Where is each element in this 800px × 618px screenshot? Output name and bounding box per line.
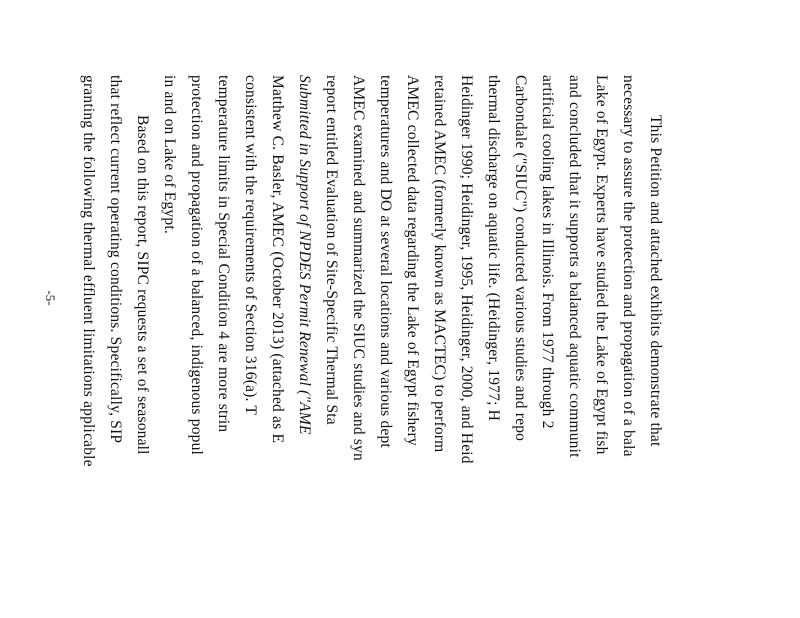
text-line-1: This Petition and attached exhibits demonstrate that: [647, 115, 664, 447]
text-line-9: retained AMEC (formerly known as MACTEC) to perform: [431, 75, 448, 453]
text-line-17: temperature limits in Special Condition 4 are more strin: [215, 75, 232, 433]
page-number: -5-: [43, 290, 58, 306]
text-line-15: Matthew C. Basler, AMEC (October 2013) (attached as E: [269, 75, 286, 444]
text-line-3: Lake of Egypt. Experts have studied the Lake of Egypt fish: [593, 75, 610, 455]
rotated-text-block: [70, 75, 670, 555]
text-line-16: consistent with the requirements of Section 316(a). T: [242, 75, 259, 416]
text-line-10: AMEC collected data regarding the Lake of Egypt fishery: [404, 75, 421, 446]
text-line-19: in and on Lake of Egypt.: [161, 75, 178, 234]
text-line-14: Submitted in Support of NPDES Permit Renewal ("AME: [296, 75, 313, 435]
text-line-8: Heidinger 1990; Heidinger, 1995, Heidinger, 2000, and Heid: [458, 75, 475, 464]
text-line-4: and concluded that it supports a balanced aquatic communit: [566, 75, 583, 458]
text-line-7: thermal discharge on aquatic life. (Heidinger, 1977; H: [485, 75, 502, 422]
text-line-12: AMEC examined and summarized the SIUC studies and syn: [350, 75, 367, 461]
text-line-22: granting the following thermal effluent limitations applicable: [80, 75, 97, 467]
text-line-6: Carbondale ("SIUC") conducted various studies and repo: [512, 75, 529, 442]
text-line-18: protection and propagation of a balanced, indigenous popul: [188, 75, 205, 456]
text-line-2: necessary to assure the protection and propagation of a bala: [620, 75, 637, 457]
text-line-21: that reflect current operating conditions. Specifically, SIP: [107, 75, 124, 444]
text-line-13: report entitled Evaluation of Site-Specific Thermal Sta: [323, 75, 340, 425]
text-line-20: Based on this report, SIPC requests a set of seasonall: [134, 115, 151, 455]
text-line-11: temperatures and DO at several locations and various dept: [377, 75, 394, 448]
text-line-5: artificial cooling lakes in Illinois. From 1977 through 2: [539, 75, 556, 429]
